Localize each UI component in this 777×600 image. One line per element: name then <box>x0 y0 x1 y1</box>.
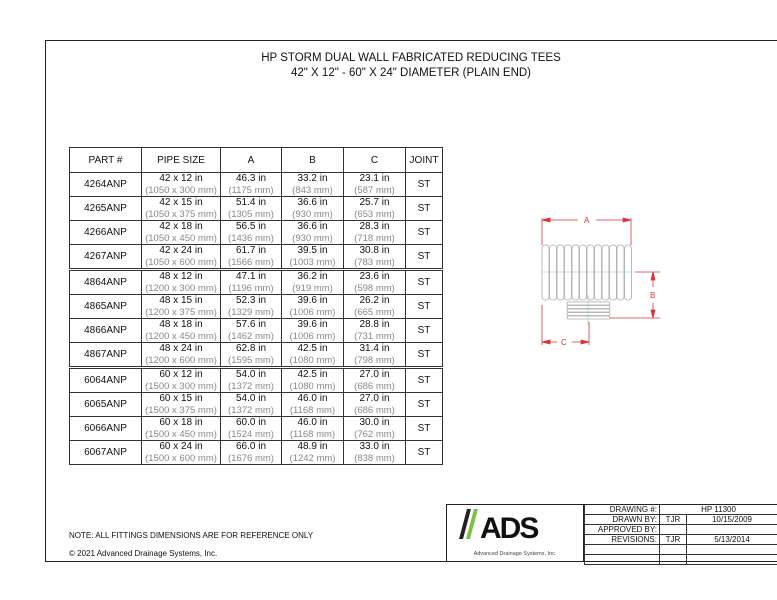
pipe-corrugation <box>617 245 624 300</box>
branch-corrugation <box>567 313 610 316</box>
value-c: 26.2 in <box>359 295 390 306</box>
value-a: 66.0 in <box>235 441 267 452</box>
value-b-mm: (1168 mm) <box>289 428 336 440</box>
value-a: 51.4 in <box>235 197 267 208</box>
table-row <box>70 245 443 270</box>
cell-size <box>142 393 221 417</box>
value-part: 4866ANP <box>84 324 127 336</box>
value-b-mm: (1003 mm) <box>289 256 336 268</box>
cell-part <box>70 417 142 441</box>
reducing-tee-diagram <box>530 200 670 350</box>
value-c: 27.0 in <box>359 369 390 380</box>
pipe-corrugation <box>542 245 549 300</box>
value-joint: ST <box>417 422 431 434</box>
dimensions-table <box>69 147 443 465</box>
pipe-corrugation <box>625 245 632 300</box>
column-header: A <box>221 148 282 173</box>
value-c: 28.3 in <box>359 221 390 232</box>
cell-c <box>344 343 406 368</box>
column-header: B <box>282 148 344 173</box>
cell-b <box>282 270 344 295</box>
cell-c <box>344 173 406 197</box>
table-row <box>70 343 443 368</box>
drawing-number: HP 11300 <box>660 505 777 515</box>
cell-part <box>70 295 142 319</box>
value-size-mm: (1050 x 375 mm) <box>145 208 217 220</box>
cell-a <box>221 368 282 393</box>
value-size: 48 x 18 in <box>159 319 203 330</box>
value-joint: ST <box>417 374 431 386</box>
value-c-mm: (718 mm) <box>354 232 395 244</box>
cell-b <box>282 245 344 270</box>
column-header: C <box>344 148 406 173</box>
ads-logo <box>447 505 584 561</box>
cell-part <box>70 343 142 368</box>
cell-c <box>344 270 406 295</box>
value-size: 42 x 12 in <box>159 173 203 184</box>
value-c-mm: (587 mm) <box>354 184 395 196</box>
drawn-date: 10/15/2009 <box>687 515 777 525</box>
value-joint: ST <box>417 324 431 336</box>
value-joint: ST <box>417 446 431 458</box>
cell-part <box>70 245 142 270</box>
revision-date: 5/13/2014 <box>687 535 777 545</box>
value-c-mm: (665 mm) <box>354 306 395 318</box>
blank-cell <box>585 545 660 555</box>
cell-a <box>221 319 282 343</box>
cell-a <box>221 270 282 295</box>
cell-c <box>344 295 406 319</box>
value-part: 4267ANP <box>84 250 127 262</box>
value-a-mm: (1524 mm) <box>228 428 274 440</box>
blank-cell <box>687 555 777 565</box>
value-a-mm: (1566 mm) <box>228 256 274 268</box>
value-size: 60 x 15 in <box>159 393 203 404</box>
column-header: PIPE SIZE <box>142 148 221 173</box>
value-size-mm: (1500 x 375 mm) <box>145 404 217 416</box>
cell-part <box>70 173 142 197</box>
drawing-number-label: DRAWING #: <box>585 505 660 515</box>
value-part: 6067ANP <box>84 446 127 458</box>
cell-size <box>142 441 221 465</box>
value-part: 4864ANP <box>84 276 127 288</box>
value-c: 25.7 in <box>359 197 390 208</box>
value-b-mm: (1168 mm) <box>289 404 336 416</box>
cell-b <box>282 343 344 368</box>
cell-a <box>221 245 282 270</box>
value-b: 39.6 in <box>297 295 328 306</box>
cell-part <box>70 393 142 417</box>
cell-b <box>282 393 344 417</box>
value-b-mm: (930 mm) <box>292 232 333 244</box>
table-row <box>70 319 443 343</box>
cell-b <box>282 417 344 441</box>
value-size: 48 x 15 in <box>159 295 203 306</box>
table-row <box>70 441 443 465</box>
value-c-mm: (762 mm) <box>354 428 395 440</box>
cell-joint <box>406 368 443 393</box>
cell-b <box>282 295 344 319</box>
value-a-mm: (1436 mm) <box>228 232 274 244</box>
value-c: 27.0 in <box>359 393 390 404</box>
value-a: 52.3 in <box>235 295 267 306</box>
table-row <box>70 270 443 295</box>
cell-part <box>70 221 142 245</box>
value-b-mm: (1080 mm) <box>289 380 336 392</box>
table-row <box>70 197 443 221</box>
value-size-mm: (1050 x 450 mm) <box>145 232 217 244</box>
value-b-mm: (1242 mm) <box>289 452 336 464</box>
value-joint: ST <box>417 300 431 312</box>
cell-b <box>282 368 344 393</box>
branch-corrugation <box>567 302 610 305</box>
value-b-mm: (919 mm) <box>292 282 333 294</box>
value-a-mm: (1196 mm) <box>228 282 274 294</box>
cell-size <box>142 319 221 343</box>
value-a-mm: (1676 mm) <box>228 452 274 464</box>
pipe-corrugation <box>565 245 572 300</box>
table-row <box>70 173 443 197</box>
cell-c <box>344 393 406 417</box>
value-size: 60 x 24 in <box>159 441 203 452</box>
value-part: 6065ANP <box>84 398 127 410</box>
value-joint: ST <box>417 202 431 214</box>
value-c-mm: (686 mm) <box>354 404 395 416</box>
cell-part <box>70 197 142 221</box>
value-c-mm: (653 mm) <box>354 208 395 220</box>
blank-cell <box>660 545 687 555</box>
value-b: 46.0 in <box>297 393 328 404</box>
cell-joint <box>406 343 443 368</box>
value-part: 4265ANP <box>84 202 127 214</box>
value-b-mm: (843 mm) <box>292 184 333 196</box>
cell-part <box>70 319 142 343</box>
pipe-corrugation <box>587 245 594 300</box>
cell-joint <box>406 245 443 270</box>
value-size-mm: (1050 x 300 mm) <box>145 184 217 196</box>
value-a-mm: (1305 mm) <box>228 208 274 220</box>
value-size-mm: (1200 x 300 mm) <box>145 282 217 294</box>
value-c: 30.8 in <box>359 245 390 256</box>
value-c: 33.0 in <box>359 441 390 452</box>
value-a: 61.7 in <box>235 245 267 256</box>
value-size: 42 x 18 in <box>159 221 203 232</box>
value-a-mm: (1372 mm) <box>228 404 274 416</box>
cell-a <box>221 393 282 417</box>
title-line-1: HP STORM DUAL WALL FABRICATED REDUCING TEES <box>261 52 561 64</box>
cell-joint <box>406 417 443 441</box>
table-row <box>70 417 443 441</box>
value-b: 42.5 in <box>297 343 328 354</box>
blank-cell <box>660 555 687 565</box>
cell-a <box>221 173 282 197</box>
cell-joint <box>406 197 443 221</box>
logo-tagline: Advanced Drainage Systems, Inc. <box>473 551 557 557</box>
cell-joint <box>406 441 443 465</box>
value-joint: ST <box>417 178 431 190</box>
cell-a <box>221 441 282 465</box>
cell-joint <box>406 221 443 245</box>
value-c-mm: (598 mm) <box>354 282 395 294</box>
pipe-corrugation <box>580 245 587 300</box>
value-c-mm: (731 mm) <box>354 330 395 342</box>
value-part: 4264ANP <box>84 178 127 190</box>
cell-part <box>70 368 142 393</box>
value-a: 54.0 in <box>235 393 267 404</box>
value-size-mm: (1500 x 600 mm) <box>145 452 217 464</box>
value-c: 30.0 in <box>359 417 390 428</box>
value-size-mm: (1050 x 600 mm) <box>145 256 217 268</box>
cell-joint <box>406 173 443 197</box>
value-part: 4865ANP <box>84 300 127 312</box>
value-size: 60 x 18 in <box>159 417 203 428</box>
value-b: 48.9 in <box>297 441 328 452</box>
blank-cell <box>585 555 660 565</box>
value-size-mm: (1200 x 375 mm) <box>145 306 217 318</box>
ads-logo-mark <box>447 505 583 549</box>
value-a: 56.5 in <box>235 221 267 232</box>
value-joint: ST <box>417 348 431 360</box>
value-size: 42 x 15 in <box>159 197 203 208</box>
value-a: 62.8 in <box>235 343 267 354</box>
value-a: 60.0 in <box>235 417 267 428</box>
pipe-corrugation <box>557 245 564 300</box>
cell-c <box>344 441 406 465</box>
value-c-mm: (783 mm) <box>354 256 395 268</box>
value-b: 36.6 in <box>297 197 328 208</box>
value-size: 60 x 12 in <box>159 369 203 380</box>
reference-note: NOTE: ALL FITTINGS DIMENSIONS ARE FOR REFERENCE ONLY <box>69 531 314 540</box>
cell-a <box>221 295 282 319</box>
table-row <box>70 295 443 319</box>
dim-label-c: C <box>561 338 567 347</box>
value-c: 28.8 in <box>359 319 390 330</box>
value-c: 23.1 in <box>359 173 390 184</box>
cell-part <box>70 441 142 465</box>
value-b-mm: (1006 mm) <box>289 306 336 318</box>
drawn-by-label: DRAWN BY: <box>585 515 660 525</box>
pipe-corrugation <box>595 245 602 300</box>
branch-corrugation <box>567 309 610 312</box>
branch-corrugation <box>567 316 610 319</box>
value-b: 39.6 in <box>297 319 328 330</box>
value-a: 57.6 in <box>235 319 267 330</box>
copyright: © 2021 Advanced Drainage Systems, Inc. <box>69 549 218 558</box>
pipe-corrugation <box>550 245 557 300</box>
cell-joint <box>406 393 443 417</box>
value-joint: ST <box>417 250 431 262</box>
value-joint: ST <box>417 398 431 410</box>
value-b-mm: (930 mm) <box>292 208 333 220</box>
column-header: JOINT <box>406 148 443 173</box>
cell-a <box>221 221 282 245</box>
value-a-mm: (1175 mm) <box>228 184 274 196</box>
cell-c <box>344 245 406 270</box>
cell-size <box>142 173 221 197</box>
value-b: 36.6 in <box>297 221 328 232</box>
value-b-mm: (1006 mm) <box>289 330 336 342</box>
value-size: 42 x 24 in <box>159 245 203 256</box>
value-size-mm: (1200 x 600 mm) <box>145 354 217 366</box>
approved-by <box>660 525 687 535</box>
cell-a <box>221 197 282 221</box>
value-part: 6066ANP <box>84 422 127 434</box>
table-row <box>70 393 443 417</box>
approved-by-label: APPROVED BY: <box>585 525 660 535</box>
value-a-mm: (1462 mm) <box>228 330 274 342</box>
pipe-corrugation <box>572 245 579 300</box>
value-b: 33.2 in <box>297 173 328 184</box>
cell-c <box>344 197 406 221</box>
value-part: 4867ANP <box>84 348 127 360</box>
cell-size <box>142 197 221 221</box>
cell-size <box>142 221 221 245</box>
cell-a <box>221 417 282 441</box>
value-joint: ST <box>417 226 431 238</box>
drawn-by: TJR <box>660 515 687 525</box>
value-c-mm: (686 mm) <box>354 380 395 392</box>
value-part: 4266ANP <box>84 226 127 238</box>
pipe-corrugation <box>602 245 609 300</box>
cell-b <box>282 441 344 465</box>
title-block <box>446 504 777 562</box>
value-part: 6064ANP <box>84 374 127 386</box>
value-a-mm: (1372 mm) <box>228 380 274 392</box>
value-a-mm: (1595 mm) <box>228 354 274 366</box>
value-b: 46.0 in <box>297 417 328 428</box>
cell-size <box>142 417 221 441</box>
branch-corrugation <box>567 306 610 309</box>
value-size: 48 x 12 in <box>159 271 203 282</box>
cell-b <box>282 173 344 197</box>
revisions-label: REVISIONS: <box>585 535 660 545</box>
cell-joint <box>406 295 443 319</box>
cell-b <box>282 221 344 245</box>
value-b: 36.2 in <box>297 271 328 282</box>
value-c: 31.4 in <box>359 343 390 354</box>
value-c-mm: (798 mm) <box>354 354 395 366</box>
cell-c <box>344 417 406 441</box>
approved-date <box>687 525 777 535</box>
svg-text:ADS: ADS <box>480 512 538 545</box>
cell-size <box>142 270 221 295</box>
value-size-mm: (1500 x 450 mm) <box>145 428 217 440</box>
column-header: PART # <box>70 148 142 173</box>
cell-size <box>142 295 221 319</box>
dim-label-a: A <box>584 216 590 225</box>
value-c-mm: (838 mm) <box>354 452 395 464</box>
cell-part <box>70 270 142 295</box>
value-joint: ST <box>417 276 431 288</box>
cell-joint <box>406 319 443 343</box>
table-row <box>70 221 443 245</box>
cell-size <box>142 368 221 393</box>
blank-cell <box>687 545 777 555</box>
value-a-mm: (1329 mm) <box>228 306 274 318</box>
value-b: 39.5 in <box>297 245 328 256</box>
value-a: 46.3 in <box>235 173 267 184</box>
cell-c <box>344 221 406 245</box>
cell-b <box>282 319 344 343</box>
cell-size <box>142 343 221 368</box>
value-size: 48 x 24 in <box>159 343 203 354</box>
value-a: 54.0 in <box>235 369 267 380</box>
cell-size <box>142 245 221 270</box>
value-size-mm: (1500 x 300 mm) <box>145 380 217 392</box>
value-size-mm: (1200 x 450 mm) <box>145 330 217 342</box>
revised-by: TJR <box>660 535 687 545</box>
cell-a <box>221 343 282 368</box>
cell-joint <box>406 270 443 295</box>
value-a: 47.1 in <box>235 271 267 282</box>
value-b-mm: (1080 mm) <box>289 354 336 366</box>
value-b: 42.5 in <box>297 369 328 380</box>
cell-b <box>282 197 344 221</box>
value-c: 23.6 in <box>359 271 390 282</box>
cell-c <box>344 319 406 343</box>
dim-label-b: B <box>650 291 656 300</box>
title-line-2: 42" X 12" - 60" X 24" DIAMETER (PLAIN END) <box>290 67 532 79</box>
cell-c <box>344 368 406 393</box>
pipe-corrugation <box>610 245 617 300</box>
table-row <box>70 368 443 393</box>
